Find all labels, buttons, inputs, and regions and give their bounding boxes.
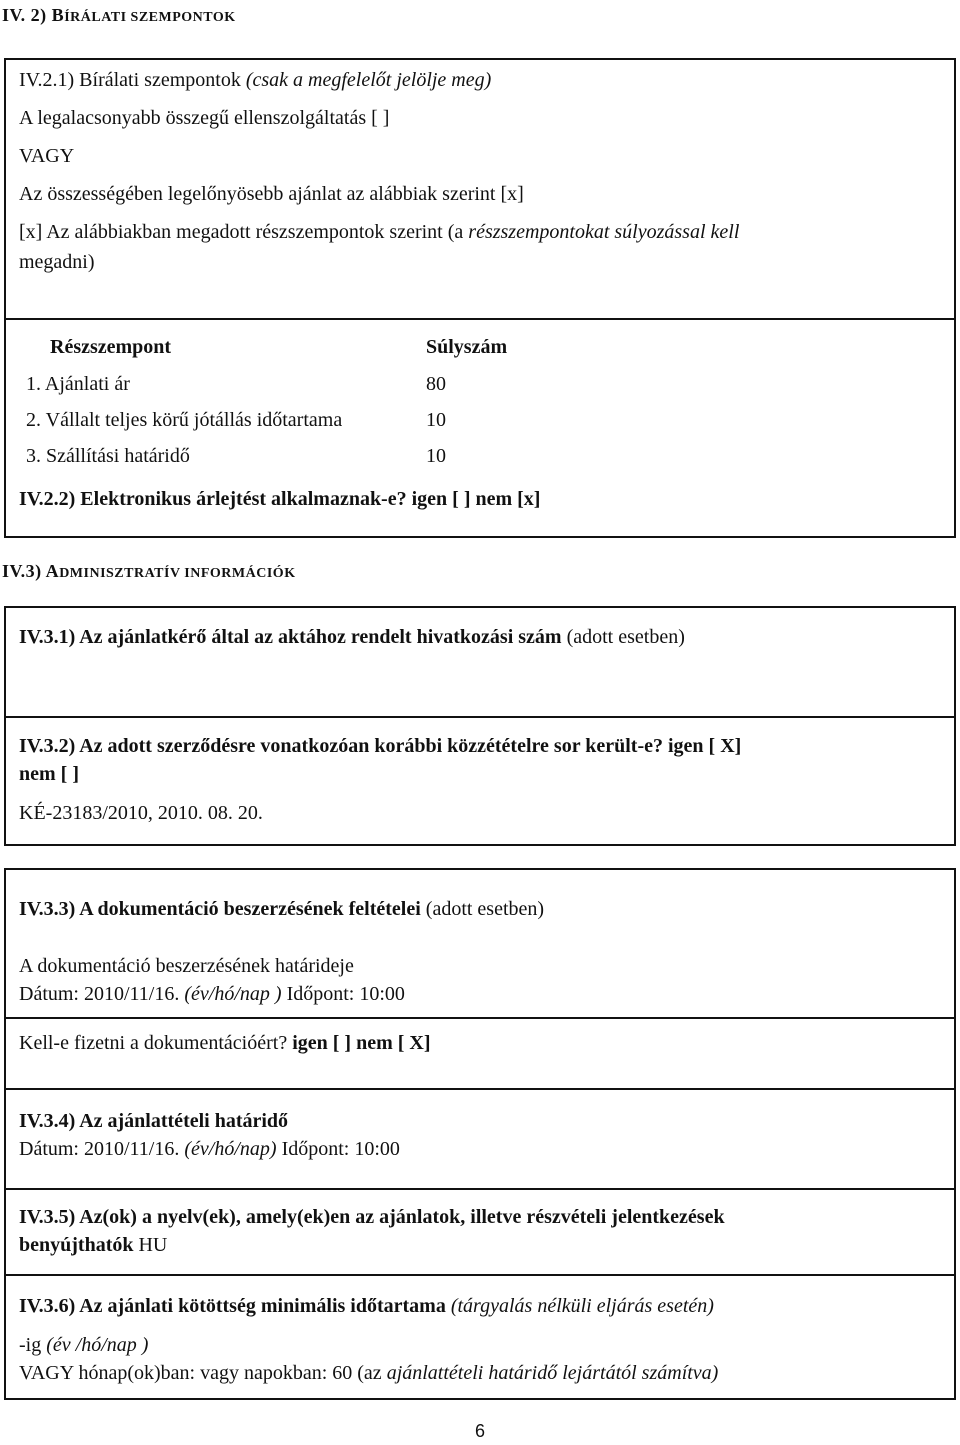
weights-box xyxy=(4,318,956,538)
prior-publication-label xyxy=(19,732,942,788)
section-heading-iv2-text: ÍRÁLATI SZEMPONTOK xyxy=(64,10,236,25)
documentation-conditions-text: IV.3.3) A dokumentáció beszerzésének feltételei xyxy=(19,898,421,920)
reference-number-label xyxy=(6,608,954,652)
documentation-box xyxy=(4,868,956,1090)
table-row xyxy=(26,366,517,402)
validity-format: (év /hó/nap ) xyxy=(46,1334,149,1356)
section-heading-iv3-text: DMINISZTRATÍV INFORMÁCIÓK xyxy=(59,566,296,581)
validity-ig: -ig xyxy=(19,1334,42,1356)
validity-box xyxy=(4,1274,956,1400)
divider xyxy=(6,1017,954,1019)
tender-time: Időpont: 10:00 xyxy=(281,1138,400,1160)
row-weight: 80 xyxy=(426,373,446,395)
validity-alt-line xyxy=(19,1359,942,1387)
validity-note: (tárgyalás nélküli eljárás esetén) xyxy=(450,1295,714,1317)
subcriteria-text xyxy=(19,217,942,247)
languages-label-1: IV.3.5) Az(ok) a nyelv(ek), amely(ek)en az ajánlatok, illetve részvételi jelentkezések xyxy=(19,1206,725,1228)
validity-label-text: IV.3.6) Az ajánlati kötöttség minimális időtartama xyxy=(19,1295,446,1317)
criteria-table xyxy=(26,328,517,474)
reference-number-label-text: IV.3.1) Az ajánlatkérő által az aktához rendelt hivatkozási szám xyxy=(19,626,562,648)
languages-label-2: benyújthatók xyxy=(19,1234,134,1256)
languages-label xyxy=(19,1203,942,1259)
validity-label xyxy=(19,1291,942,1321)
documentation-date: Dátum: 2010/11/16. xyxy=(19,983,180,1005)
tender-date: Dátum: 2010/11/16. xyxy=(19,1138,180,1160)
criteria-title-text: IV.2.1) Bírálati szempontok xyxy=(19,69,241,91)
prior-publication-label-1: IV.3.2) Az adott szerződésre vonatkozóan korábbi közzétételre sor került-e? igen [ X] xyxy=(19,735,742,757)
header-criterion: Részszempont xyxy=(50,336,172,358)
prior-publication-value: KÉ-23183/2010, 2010. 08. 20. xyxy=(19,802,263,824)
row-criterion: 2. Vállalt teljes körű jótállás időtartama xyxy=(26,409,343,431)
validity-alt: VAGY hónap(ok)ban: vagy napokban: 60 (az xyxy=(19,1362,382,1384)
documentation-date-line xyxy=(19,980,942,1008)
row-criterion: 3. Szállítási határidő xyxy=(26,445,190,467)
section-heading-iv3-num: IV.3) A xyxy=(2,561,60,581)
documentation-fee-question: Kell-e fizetni a dokumentációért? xyxy=(19,1032,288,1054)
row-weight: 10 xyxy=(426,445,446,467)
subcriteria-note: részszempontokat súlyozással kell xyxy=(468,221,740,243)
documentation-date-format: (év/hó/nap ) xyxy=(184,983,282,1005)
table-row xyxy=(26,402,517,438)
documentation-fee-line xyxy=(19,1028,942,1058)
table-row xyxy=(26,438,517,474)
documentation-conditions-label xyxy=(19,894,942,924)
criteria-box xyxy=(4,58,956,320)
subcriteria-text-main: [x] Az alábbiakban megadott részszempontok szerint (a xyxy=(19,221,464,243)
documentation-time: Időpont: 10:00 xyxy=(286,983,405,1005)
tender-deadline-box xyxy=(4,1088,956,1190)
criteria-table-header xyxy=(26,328,517,366)
tender-date-line xyxy=(19,1135,942,1163)
row-weight: 10 xyxy=(426,409,446,431)
subcriteria-end: megadni) xyxy=(19,251,95,273)
criteria-title-note: (csak a megfelelőt jelölje meg) xyxy=(245,69,492,91)
section-heading-iv2-num: IV. 2) B xyxy=(2,5,65,25)
header-weight: Súlyszám xyxy=(426,336,508,358)
validity-alt-note: ajánlattételi határidő lejártától számítva) xyxy=(386,1362,719,1384)
or-label: VAGY xyxy=(19,145,75,167)
documentation-fee-answer: igen [ ] nem [ X] xyxy=(292,1032,431,1054)
electronic-auction: IV.2.2) Elektronikus árlejtést alkalmaznak-e? igen [ ] nem [x] xyxy=(19,488,541,510)
prior-publication-label-2: nem [ ] xyxy=(19,763,79,785)
option-best-value: Az összességében legelőnyösebb ajánlat az alábbiak szerint [x] xyxy=(19,183,524,205)
tender-deadline-label: IV.3.4) Az ajánlattételi határidő xyxy=(19,1110,289,1132)
reference-number-note: (adott esetben) xyxy=(566,626,685,648)
section-heading-iv3 xyxy=(2,558,296,585)
languages-value: HU xyxy=(138,1234,168,1256)
tender-date-format: (év/hó/nap) xyxy=(184,1138,277,1160)
documentation-deadline-label: A dokumentáció beszerzésének határideje xyxy=(19,955,354,977)
option-lowest-price: A legalacsonyabb összegű ellenszolgáltatás [ ] xyxy=(19,107,390,129)
section-heading-iv2 xyxy=(2,2,236,29)
criteria-title xyxy=(19,65,942,95)
prior-publication-box xyxy=(4,716,956,846)
languages-box xyxy=(4,1188,956,1276)
page-number: 6 xyxy=(474,1421,485,1441)
validity-date-line xyxy=(19,1331,942,1359)
reference-number-box xyxy=(4,606,956,718)
row-criterion: 1. Ajánlati ár xyxy=(26,373,130,395)
documentation-conditions-note: (adott esetben) xyxy=(425,898,545,920)
